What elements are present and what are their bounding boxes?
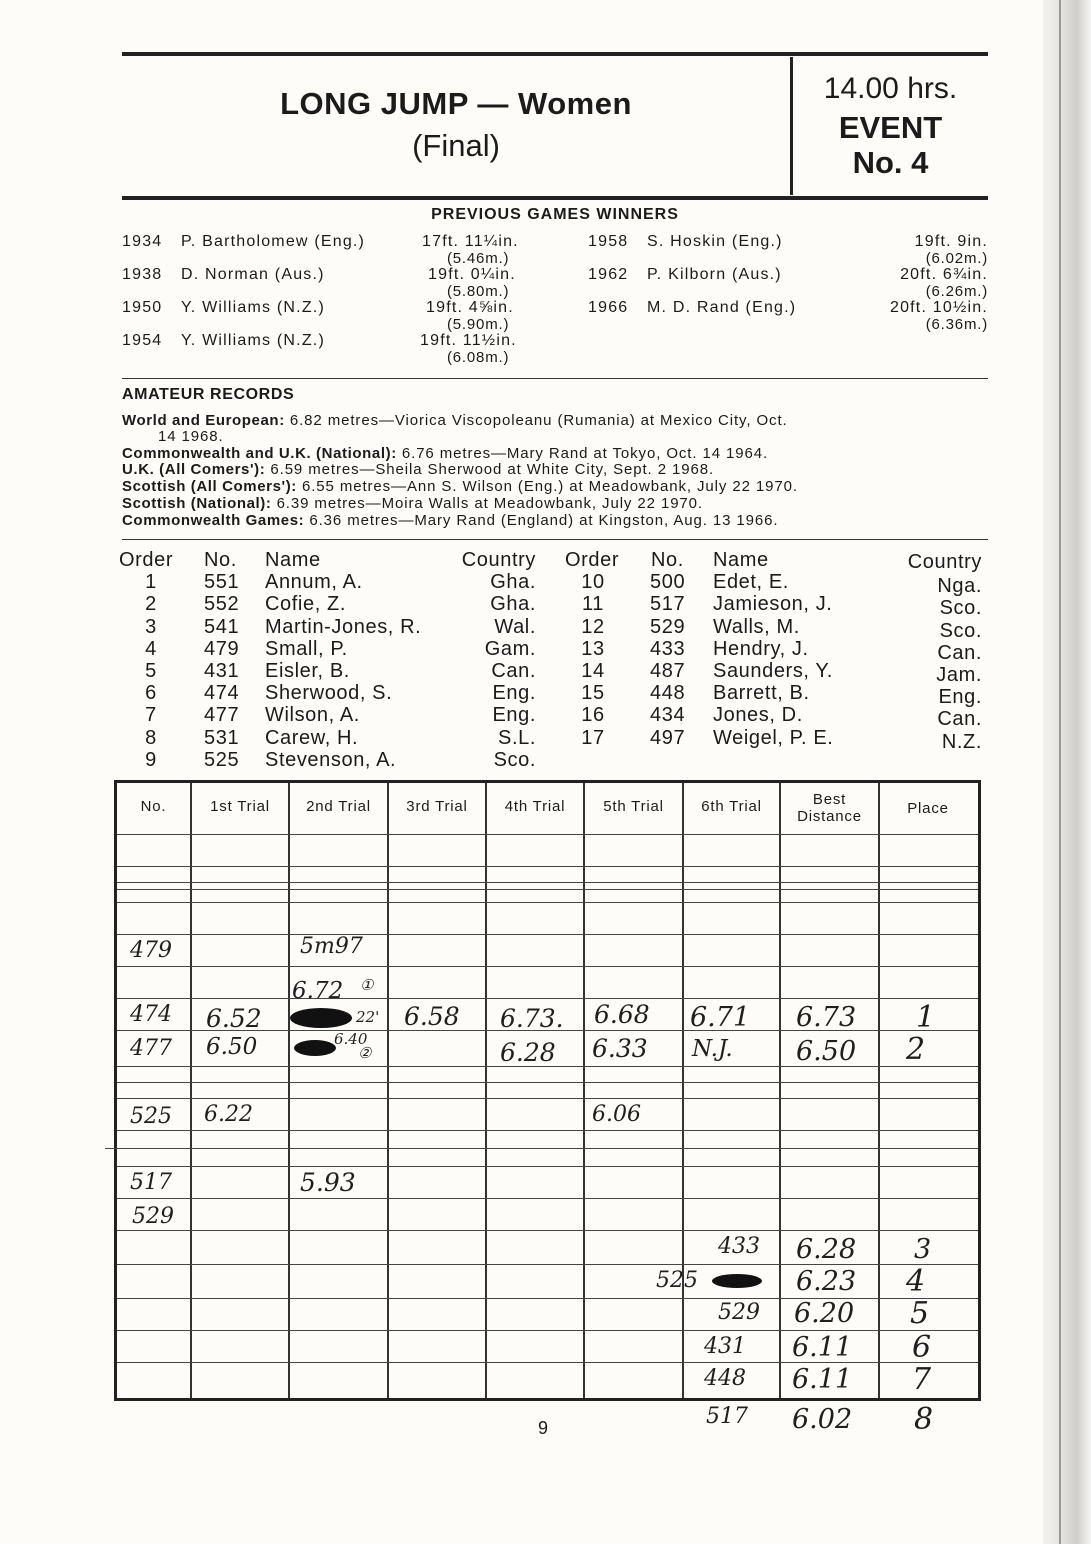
entry-name: Edet, E.	[713, 571, 789, 593]
winner-imperial: 19ft. 4⅝in.	[426, 299, 514, 316]
hw-scribble	[712, 1274, 762, 1288]
col-divider	[190, 783, 192, 1398]
entry-name: Hendry, J.	[713, 638, 809, 660]
entry-no: 487	[650, 660, 686, 682]
winner-name: P. Kilborn (Aus.)	[647, 266, 782, 283]
event-time: 14.00 hrs.	[823, 72, 958, 105]
hw-trial-value: 6.40	[334, 1030, 368, 1048]
row-line	[117, 1098, 978, 1099]
hw-competitor-no: 525	[130, 1104, 172, 1129]
winner-year: 1954	[122, 332, 163, 349]
event-label: EVENT	[838, 110, 943, 145]
winner-metric: (5.80m.)	[447, 283, 510, 300]
hw-trial-value: 6.73.	[500, 1004, 564, 1033]
header-best: Best	[812, 791, 847, 808]
header-no: No.	[140, 798, 167, 815]
entry-no: 477	[204, 704, 240, 726]
record-line	[122, 412, 788, 429]
entry-country: Sco.	[939, 597, 982, 619]
winner-year: 1966	[588, 299, 629, 316]
entry-name: Walls, M.	[713, 616, 800, 638]
entry-country: Eng.	[938, 686, 982, 708]
hw-trial-value: 6.71	[690, 1002, 751, 1033]
col-divider	[878, 783, 880, 1398]
row-line	[117, 902, 978, 903]
hw-placing-best: 6.11	[792, 1364, 853, 1395]
entry-name: Sherwood, S.	[265, 682, 393, 704]
hw-placing-best: 6.20	[794, 1298, 855, 1329]
winner-imperial: 20ft. 6¾in.	[900, 266, 988, 283]
row-line	[117, 889, 978, 890]
entry-name: Jones, D.	[713, 704, 803, 726]
entry-name: Weigel, P. E.	[713, 727, 834, 749]
winner-metric: (5.46m.)	[447, 250, 510, 267]
col-divider	[682, 783, 684, 1398]
col-header-country: Country	[907, 551, 982, 573]
entry-no: 433	[650, 638, 686, 660]
entry-order: 16	[581, 704, 605, 726]
hw-competitor-no: 477	[130, 1036, 172, 1061]
entry-order: 17	[581, 727, 605, 749]
hw-trial-value: 6.22	[204, 1102, 253, 1127]
entry-order: 12	[581, 616, 605, 638]
hw-placing-no: 431	[704, 1334, 746, 1359]
hw-place: 2	[906, 1032, 926, 1067]
entry-country: Eng.	[492, 704, 536, 726]
winner-metric: (6.08m.)	[447, 349, 510, 366]
hw-trial-value: 5.93	[300, 1168, 356, 1197]
entry-name: Martin-Jones, R.	[265, 616, 422, 638]
hw-competitor-no: 529	[132, 1204, 174, 1229]
hw-trial-value: 6.72	[292, 978, 344, 1004]
hw-placing-place: 6	[912, 1330, 932, 1365]
entry-no: 525	[204, 749, 240, 771]
row-line	[117, 1230, 978, 1231]
winner-year: 1962	[588, 266, 629, 283]
record-text: 6.76 metres—Mary Rand at Tokyo, Oct. 14 1964.	[396, 445, 769, 462]
header-trial-1: 1st Trial	[210, 798, 270, 815]
row-line	[117, 882, 978, 883]
hw-best: 6.50	[796, 1036, 857, 1067]
entry-order: 15	[581, 682, 605, 704]
col-header-order: Order	[565, 549, 620, 571]
winner-name: M. D. Rand (Eng.)	[647, 299, 797, 316]
hw-place: 1	[916, 1000, 936, 1035]
hw-trial-value: 6.50	[206, 1034, 258, 1060]
entry-country: Can.	[937, 708, 982, 730]
entry-country: Can.	[937, 642, 982, 664]
hw-placing-place: 4	[906, 1264, 926, 1299]
hw-trial-value: 6.33	[592, 1034, 648, 1063]
entry-no: 500	[650, 571, 686, 593]
row-line	[117, 1166, 978, 1167]
entry-country: Sco.	[493, 749, 536, 771]
entry-no: 552	[204, 593, 240, 615]
row-line	[117, 866, 978, 867]
record-label: Commonwealth and U.K. (National):	[122, 445, 397, 462]
entry-country: Nga.	[937, 575, 982, 597]
entry-no: 517	[650, 593, 686, 615]
entry-order: 9	[145, 749, 157, 771]
winner-name: P. Bartholomew (Eng.)	[181, 233, 366, 250]
entry-name: Eisler, B.	[265, 660, 350, 682]
entry-country: Can.	[491, 660, 536, 682]
entry-name: Saunders, Y.	[713, 660, 833, 682]
record-label: Commonwealth Games:	[122, 512, 305, 529]
winner-metric: (5.90m.)	[447, 316, 510, 333]
record-line	[122, 461, 714, 478]
winner-metric: (6.02m.)	[925, 250, 988, 267]
entry-country: Sco.	[939, 620, 982, 642]
entry-name: Small, P.	[265, 638, 348, 660]
row-line	[117, 1082, 978, 1083]
entry-order: 4	[145, 638, 157, 660]
entry-order: 2	[145, 593, 157, 615]
entry-country: Gam.	[484, 638, 536, 660]
entry-no: 531	[204, 727, 240, 749]
entry-order: 7	[145, 704, 157, 726]
record-label: World and European:	[122, 412, 285, 429]
hw-placing-best: 6.28	[796, 1234, 857, 1265]
header-trial-2: 2nd Trial	[306, 798, 371, 815]
entry-no: 541	[204, 616, 240, 638]
entry-order: 10	[581, 571, 605, 593]
winner-metric: (6.26m.)	[925, 283, 988, 300]
row-line	[117, 1130, 978, 1131]
col-divider	[583, 783, 585, 1398]
header-bottom-rule	[122, 196, 988, 200]
hw-placing-no: 529	[718, 1300, 760, 1325]
entry-no: 474	[204, 682, 240, 704]
winner-name: D. Norman (Aus.)	[181, 266, 325, 283]
winner-name: Y. Williams (N.Z.)	[181, 299, 325, 316]
header-trial-6: 6th Trial	[701, 798, 762, 815]
row-line	[117, 934, 978, 935]
records-heading: AMATEUR RECORDS	[122, 386, 295, 403]
entry-no: 479	[204, 638, 240, 660]
hw-placing-place: 5	[910, 1296, 930, 1331]
header-place: Place	[907, 800, 949, 817]
entry-name: Cofie, Z.	[265, 593, 346, 615]
winner-name: S. Hoskin (Eng.)	[647, 233, 783, 250]
hw-mark: ①	[360, 976, 374, 994]
entry-country: Gha.	[490, 571, 536, 593]
hw-best: 6.73	[796, 1002, 857, 1033]
row-line	[117, 998, 978, 999]
entry-order: 8	[145, 727, 157, 749]
record-text: 6.36 metres—Mary Rand (England) at Kingston, Aug. 13 1966.	[304, 512, 779, 529]
record-text: 6.55 metres—Ann S. Wilson (Eng.) at Meadowbank, July 22 1970.	[296, 478, 798, 495]
hw-trial-value: N.J.	[692, 1036, 733, 1062]
entry-order: 13	[581, 638, 605, 660]
hw-placing-place: 8	[914, 1402, 934, 1437]
hw-competitor-no: 517	[130, 1170, 172, 1195]
record-line	[122, 445, 768, 462]
event-number: No. 4	[852, 145, 929, 180]
entry-no: 497	[650, 727, 686, 749]
col-header-no: No.	[651, 549, 684, 571]
winner-year: 1950	[122, 299, 163, 316]
record-continuation: 14 1968.	[158, 428, 224, 445]
col-header-name: Name	[265, 549, 321, 571]
hw-note: 22'	[356, 1008, 380, 1026]
col-header-name: Name	[713, 549, 769, 571]
entry-no: 551	[204, 571, 240, 593]
record-line	[122, 495, 703, 512]
entry-name: Annum, A.	[265, 571, 363, 593]
record-label: Scottish (All Comers'):	[122, 478, 297, 495]
entry-order: 6	[145, 682, 157, 704]
entry-name: Barrett, B.	[713, 682, 810, 704]
record-text: 6.82 metres—Viorica Viscopoleanu (Rumania) at Mexico City, Oct.	[284, 412, 788, 429]
record-text: 6.59 metres—Sheila Sherwood at White City, Sept. 2 1968.	[265, 461, 715, 478]
col-divider	[288, 783, 290, 1398]
entry-no: 529	[650, 616, 686, 638]
section-rule	[122, 378, 988, 379]
col-divider	[779, 783, 781, 1398]
header-trial-3: 3rd Trial	[406, 798, 468, 815]
hw-scribble	[290, 1008, 352, 1028]
col-divider	[387, 783, 389, 1398]
header-trial-4: 4th Trial	[504, 798, 566, 815]
section-rule	[122, 539, 988, 540]
hw-placing-place: 7	[912, 1362, 932, 1397]
hw-scribble	[294, 1040, 336, 1056]
hw-trial-value: 6.68	[594, 1000, 650, 1029]
winner-imperial: 19ft. 11½in.	[420, 332, 517, 349]
hw-competitor-no: 479	[130, 938, 172, 963]
entry-country: Eng.	[492, 682, 536, 704]
hw-trial-value: 6.28	[500, 1038, 556, 1067]
hw-placing-no: 525	[656, 1268, 698, 1293]
col-header-order: Order	[119, 549, 174, 571]
previous-winners-heading: PREVIOUS GAMES WINNERS	[431, 206, 679, 223]
entry-name: Carew, H.	[265, 727, 359, 749]
page-edge	[1043, 0, 1091, 1544]
col-divider	[485, 783, 487, 1398]
page-number: 9	[537, 1418, 548, 1438]
hw-placing-best: 6.11	[792, 1332, 853, 1363]
row-line	[117, 966, 978, 967]
entry-country: N.Z.	[941, 731, 982, 753]
winner-imperial: 19ft. 9in.	[914, 233, 988, 250]
hw-placing-place: 3	[914, 1234, 932, 1265]
hw-trial-value: 6.52	[206, 1004, 262, 1033]
winner-imperial: 20ft. 10½in.	[889, 299, 988, 316]
page-fold-line	[1059, 0, 1061, 1544]
row-line	[117, 834, 978, 835]
record-line	[122, 478, 798, 495]
entry-order: 14	[581, 660, 605, 682]
header-trial-5: 5th Trial	[603, 798, 664, 815]
entry-country: Jam.	[936, 664, 982, 686]
entry-no: 434	[650, 704, 686, 726]
entry-name: Wilson, A.	[265, 704, 360, 726]
header-distance: Distance	[797, 808, 862, 825]
hw-mark: ②	[358, 1044, 372, 1062]
entry-country: Wal.	[494, 616, 536, 638]
hw-placing-no: 517	[706, 1404, 748, 1429]
winner-year: 1958	[588, 233, 629, 250]
hw-competitor-no: 474	[130, 1002, 172, 1027]
entry-order: 1	[145, 571, 157, 593]
hw-placing-no: 433	[718, 1234, 760, 1259]
record-text: 6.39 metres—Moira Walls at Meadowbank, July 22 1970.	[271, 495, 703, 512]
winner-name: Y. Williams (N.Z.)	[181, 332, 325, 349]
hw-placing-best: 6.23	[796, 1266, 857, 1297]
hw-trial-value: 6.06	[592, 1102, 641, 1127]
winner-year: 1938	[122, 266, 163, 283]
event-title: LONG JUMP — Women	[280, 86, 632, 121]
entry-country: S.L.	[498, 727, 536, 749]
entry-no: 448	[650, 682, 686, 704]
row-line	[117, 1198, 978, 1199]
entry-order: 5	[145, 660, 157, 682]
entry-order: 3	[145, 616, 157, 638]
record-label: Scottish (National):	[122, 495, 272, 512]
record-label: U.K. (All Comers'):	[122, 461, 266, 478]
row-line	[105, 1148, 978, 1149]
hw-placing-best: 6.02	[792, 1404, 853, 1435]
hw-trial-value: 5m97	[300, 934, 363, 959]
winner-metric: (6.36m.)	[925, 316, 988, 333]
entry-name: Jamieson, J.	[713, 593, 833, 615]
record-line	[122, 512, 778, 529]
winner-imperial: 19ft. 0¼in.	[428, 266, 516, 283]
header-top-rule	[122, 52, 988, 56]
row-line	[117, 1330, 978, 1331]
entry-name: Stevenson, A.	[265, 749, 397, 771]
entry-country: Gha.	[490, 593, 536, 615]
winner-year: 1934	[122, 233, 163, 250]
entry-no: 431	[204, 660, 240, 682]
hw-placing-no: 448	[704, 1366, 746, 1391]
col-header-no: No.	[204, 549, 237, 571]
hw-trial-value: 6.58	[404, 1002, 460, 1031]
event-subtitle: (Final)	[412, 128, 500, 163]
winner-imperial: 17ft. 11¼in.	[422, 233, 519, 250]
entry-order: 11	[582, 593, 604, 615]
col-header-country: Country	[461, 549, 536, 571]
